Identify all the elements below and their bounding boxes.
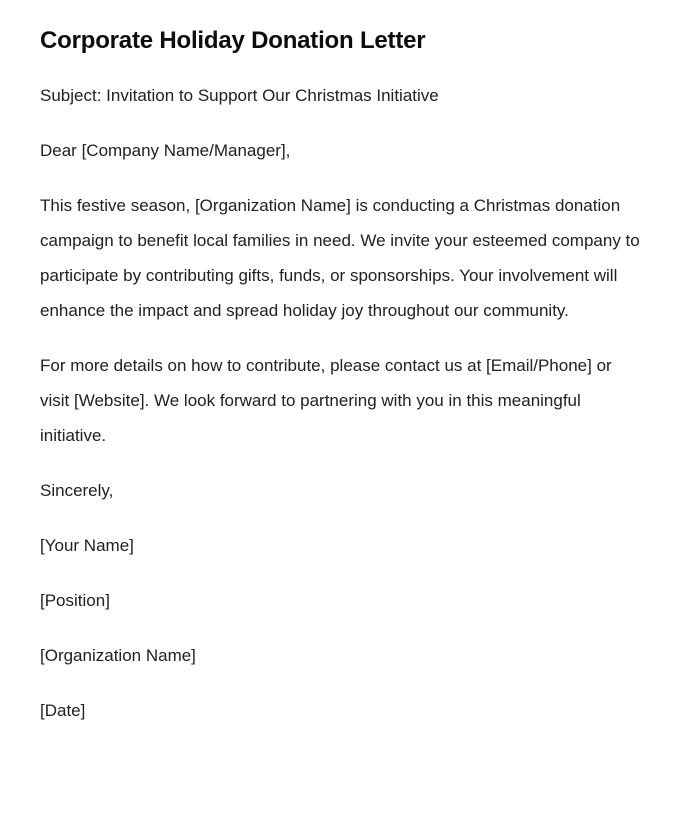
subject-line: Subject: Invitation to Support Our Christmas Initiative [40, 86, 439, 105]
signature-date-placeholder: [Date] [40, 701, 86, 720]
signature-organization-placeholder: [Organization Name] [40, 646, 196, 665]
closing: Sincerely, [40, 481, 114, 500]
signature-name-placeholder: [Your Name] [40, 536, 134, 555]
document-title: Corporate Holiday Donation Letter [40, 27, 426, 54]
signature-position-placeholder: [Position] [40, 591, 110, 610]
salutation: Dear [Company Name/Manager], [40, 141, 291, 160]
body-paragraph-1: This festive season, [Organization Name] is conducting a Christmas donation campaign to benefit local families in need. We invite your esteemed company to participate by contributing gifts, funds, or sponsorships. Your involvement will enhance the impact and spread holiday joy throughout our community. [40, 196, 640, 320]
body-paragraph-2: For more details on how to contribute, please contact us at [Email/Phone] or visit [Website]. We look forward to partnering with you in this meaningful initiative. [40, 356, 612, 445]
